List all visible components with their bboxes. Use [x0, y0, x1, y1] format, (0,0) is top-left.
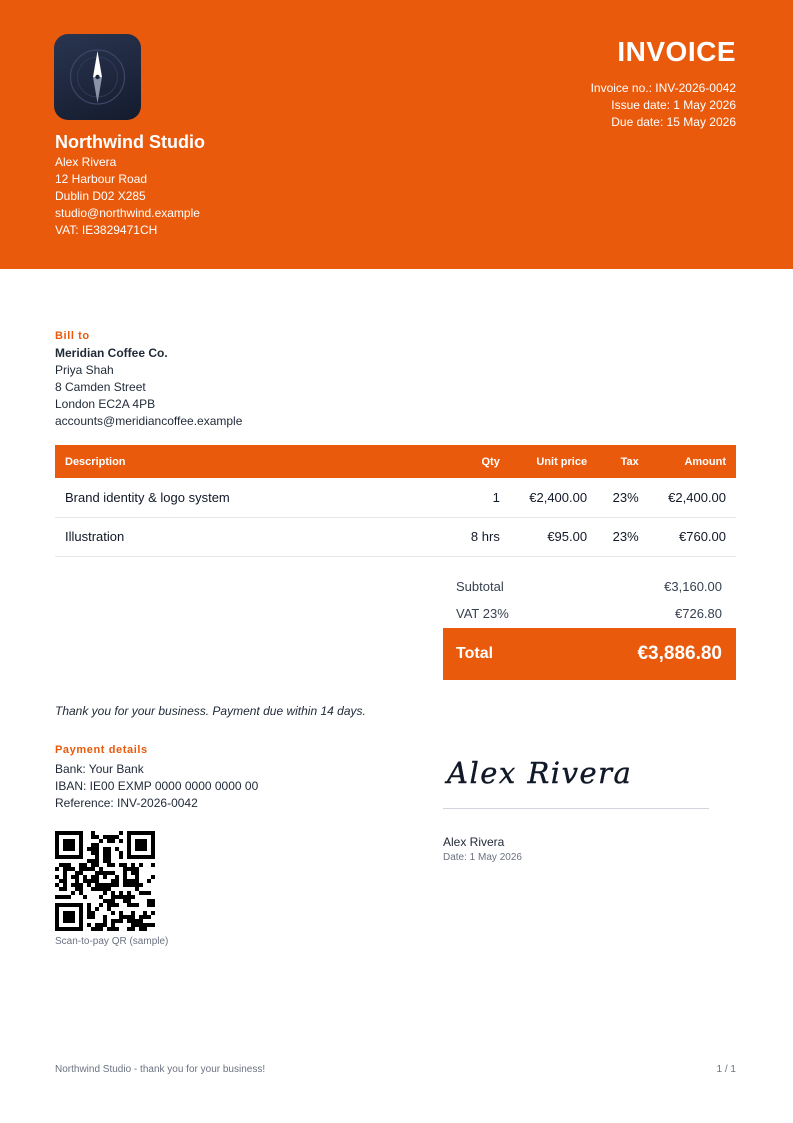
- total-value: €3,886.80: [637, 643, 722, 664]
- total-row: [443, 628, 736, 680]
- bill-to-section: [55, 330, 242, 430]
- vat-row: [443, 600, 736, 627]
- qr-caption: Scan-to-pay QR (sample): [55, 936, 169, 947]
- company-street: 12 Harbour Road: [55, 172, 148, 186]
- signature-image: [443, 748, 709, 798]
- company-contact-name: Alex Rivera: [55, 155, 117, 169]
- client-company: Meridian Coffee Co.: [55, 346, 168, 360]
- company-address: [55, 154, 200, 239]
- item-amount: €760.00: [649, 517, 736, 556]
- table-header-row: [55, 445, 736, 478]
- page-number: 1 / 1: [716, 1064, 736, 1075]
- iban: IBAN: IE00 EXMP 0000 0000 0000 00: [55, 779, 259, 793]
- invoice-title: INVOICE: [617, 36, 736, 67]
- col-amount: Amount: [684, 455, 726, 468]
- vat-label: VAT 23%: [456, 606, 509, 621]
- svg-text:Alex Rivera: Alex Rivera: [447, 756, 633, 790]
- item-unit-price: €95.00: [510, 517, 597, 556]
- invoice-meta: [591, 80, 736, 131]
- footer-note: Northwind Studio - thank you for your business!: [55, 1064, 266, 1075]
- subtotal-value: €3,160.00: [664, 579, 722, 594]
- payment-reference: Reference: INV-2026-0042: [55, 796, 198, 810]
- item-amount: €2,400.00: [649, 478, 736, 517]
- client-email: accounts@meridiancoffee.example: [55, 414, 243, 428]
- qr-code: [55, 831, 155, 931]
- col-unit-price: Unit price: [536, 455, 588, 468]
- subtotal-label: Subtotal: [456, 579, 504, 594]
- company-vat: VAT: IE3829471CH: [55, 223, 158, 237]
- compass-icon: [54, 34, 141, 120]
- issue-date: Issue date: 1 May 2026: [611, 98, 736, 112]
- subtotal-row: [443, 573, 736, 600]
- company-email: studio@northwind.example: [55, 206, 200, 220]
- table-row: [55, 478, 736, 517]
- client-street: 8 Camden Street: [55, 380, 146, 394]
- company-logo: [54, 34, 141, 120]
- col-description: Description: [65, 455, 126, 468]
- totals-block: [443, 573, 736, 680]
- item-tax: 23%: [597, 478, 649, 517]
- signature-line: [443, 808, 709, 809]
- item-unit-price: €2,400.00: [510, 478, 597, 517]
- signer-name: Alex Rivera: [443, 835, 505, 849]
- col-qty: Qty: [481, 455, 500, 468]
- col-tax: Tax: [620, 455, 639, 468]
- payment-details-label: Payment details: [55, 744, 148, 756]
- client-city: London EC2A 4PB: [55, 397, 156, 411]
- due-date: Due date: 15 May 2026: [611, 115, 736, 129]
- total-label: Total: [456, 645, 494, 662]
- company-city: Dublin D02 X285: [55, 189, 146, 203]
- table-row: [55, 517, 736, 556]
- line-items-table: [55, 445, 736, 557]
- payment-details: [55, 744, 258, 812]
- company-name: Northwind Studio: [55, 132, 205, 152]
- invoice-header: [0, 0, 793, 269]
- item-qty: 8 hrs: [455, 517, 510, 556]
- item-description: Illustration: [55, 517, 455, 556]
- item-description: Brand identity & logo system: [55, 478, 455, 517]
- item-tax: 23%: [597, 517, 649, 556]
- bill-to-label: Bill to: [55, 330, 90, 342]
- bank-name: Bank: Your Bank: [55, 762, 144, 776]
- signature-date: Date: 1 May 2026: [443, 852, 522, 863]
- item-qty: 1: [455, 478, 510, 517]
- thank-you-note: Thank you for your business. Payment due within 14 days.: [55, 704, 366, 718]
- vat-value: €726.80: [675, 606, 722, 621]
- invoice-number: Invoice no.: INV-2026-0042: [590, 81, 736, 95]
- client-contact: Priya Shah: [55, 363, 114, 377]
